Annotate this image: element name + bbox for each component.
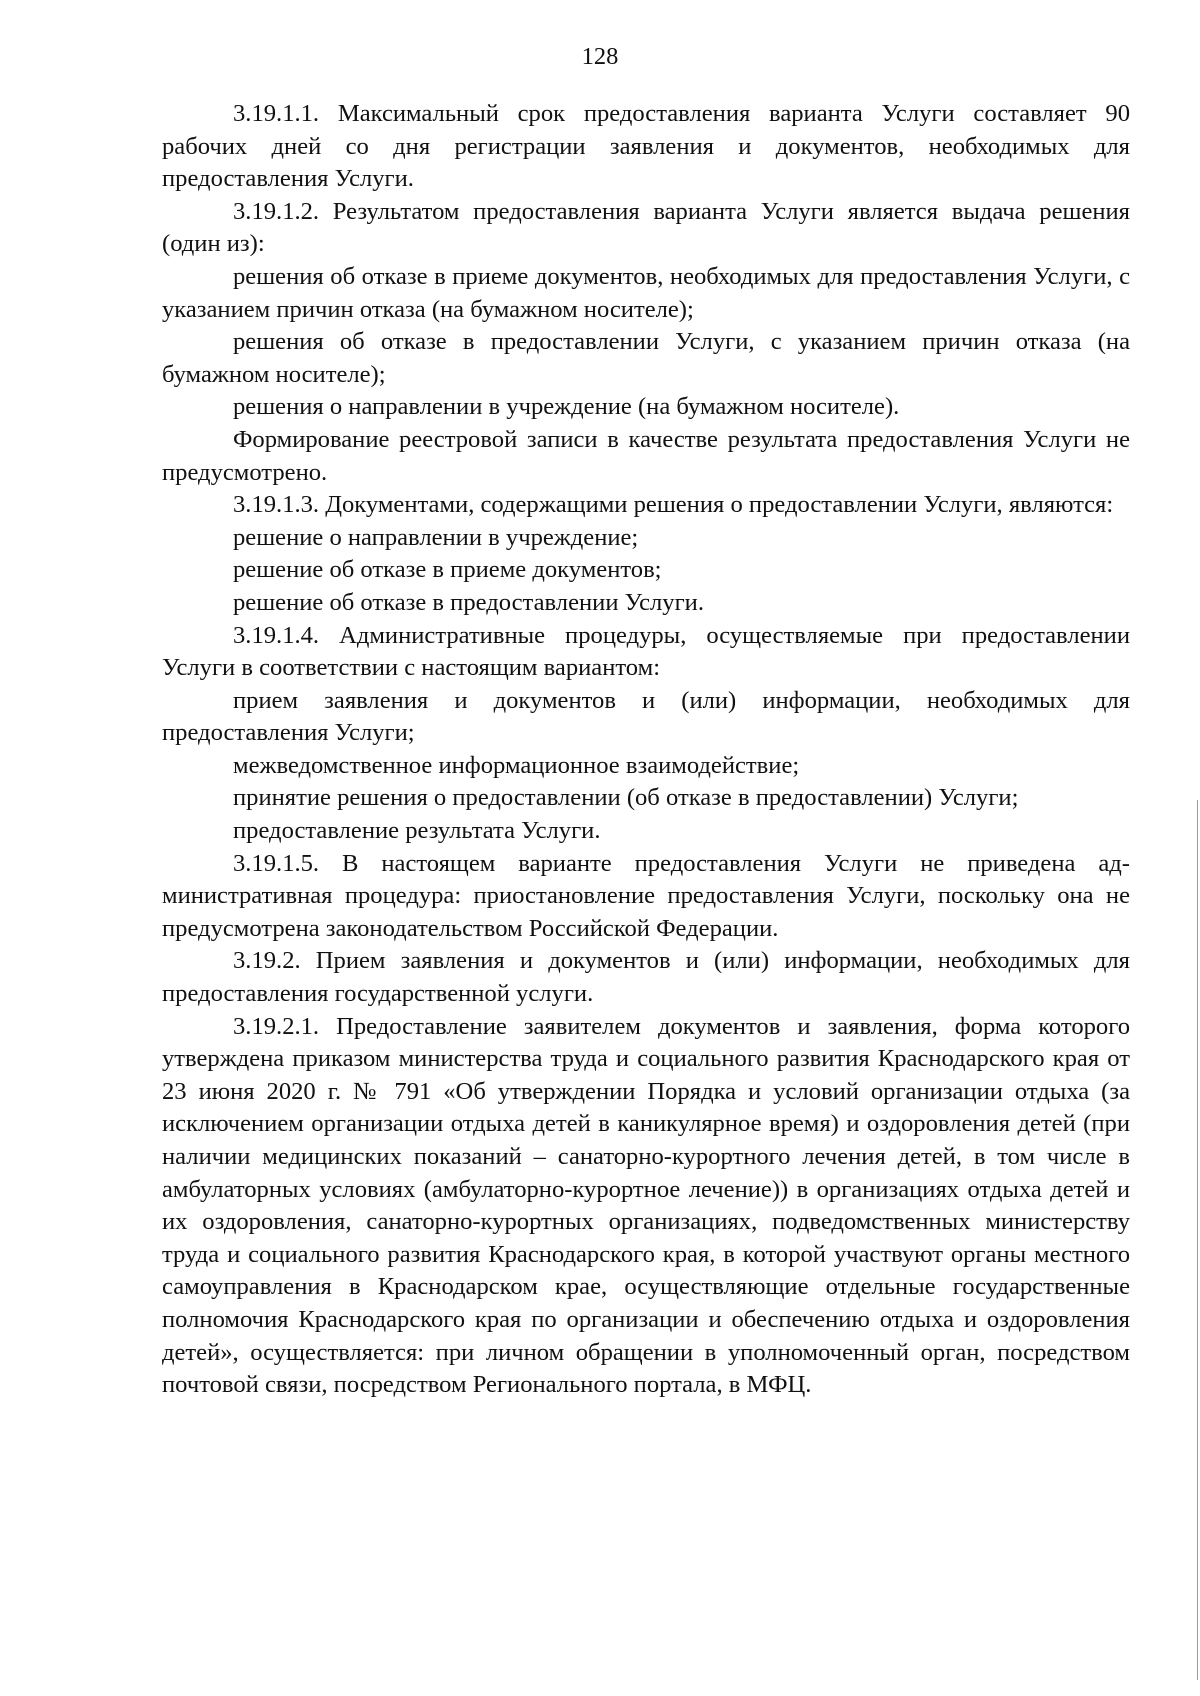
- paragraph-3-19-1-3: 3.19.1.3. Документами, содержащими решения о предоставлении Услуги, являются:: [233, 491, 1114, 519]
- list-item-refusal-documents: решение об отказе в приеме документов;: [233, 556, 662, 584]
- list-item-referral: решение о направлении в учреждение;: [233, 523, 639, 551]
- paragraph-3-19-1-1: 3.19.1.1. Максимальный срок предоставления варианта Услуги составляет 90 рабочих дней со дня регистрации заявления и документов, необходимых для предоставления Услуги.: [162, 100, 1130, 193]
- list-item-refusal-acceptance: решения об отказе в приеме документов, необходимых для предоставления Услуги, с указанием причин отказа (на бумажном носителе);: [162, 262, 1130, 323]
- page-number: 128: [581, 43, 619, 70]
- paragraph-3-19-1-4: 3.19.1.4. Административные процедуры, осуществляемые при предоставлении Услуги в соответствии с настоящим вариантом:: [162, 621, 1130, 682]
- list-item-refusal-provision: решение об отказе в предоставлении Услуги.: [233, 588, 704, 616]
- list-item-refusal-service: решения об отказе в предоставлении Услуги, с указанием причин отказа (на бумажном носителе);: [162, 328, 1130, 388]
- document-body: [162, 98, 1130, 1402]
- list-item-interagency: межведомственное информационное взаимодействие;: [233, 751, 800, 779]
- list-item-decision-making: принятие решения о предоставлении (об отказе в предоставлении) Услуги;: [233, 784, 1019, 812]
- paragraph-3-19-2: 3.19.2. Прием заявления и документов и (или) информации, необходимых для предоставления государственной услуги.: [162, 947, 1130, 1008]
- paragraph-3-19-1-5: 3.19.1.5. В настоящем варианте предоставления Услуги не приведена административная процедура: приостановление предоставления Услуги, поскольку она не предусмотрена законодательством Российской Федерации.: [162, 849, 1130, 942]
- paragraph-3-19-2-1: 3.19.2.1. Предоставление заявителем документов и заявления, форма которого утверждена приказом министерства труда и социального развития Краснодарского края от 23 июня 2020 г. № 791 «Об утверждении Порядка и условий организации отдыха (за исключением организации отдыха детей в каникулярное время) и оздоровления детей (при наличии медицинских показаний – санаторно-курортного лечения детей, в том числе в амбулаторных условиях (амбулаторно-курортное лечение)) в организациях отдыха детей и их оздоровления, санаторно-курортных организациях, подведомственных министерству труда и социального развития Краснодарского края, в которой участвуют органы местного самоуправления в Краснодарском крае, осуществляющие отдельные государственные полномочия Краснодарского края по организации и обеспечению отдыха и оздоровления детей», осуществляется: при личном обращении в уполномоченный орган, посредством почтовой связи, посредством Регионального портала, в МФЦ.: [162, 1012, 1130, 1399]
- paragraph-registry-record: Формирование реестровой записи в качестве результата предоставления Услуги не предусмотрено.: [162, 425, 1130, 486]
- paragraph-3-19-1-2: 3.19.1.2. Результатом предоставления варианта Услуги является выдача решения (один из):: [162, 197, 1130, 258]
- list-item-result-delivery: предоставление результата Услуги.: [233, 817, 601, 845]
- list-item-application-intake: прием заявления и документов и (или) информации, необходимых для предоставления Услуги;: [162, 686, 1130, 747]
- scan-edge-line: [1197, 800, 1198, 1680]
- list-item-referral-decision: решения о направлении в учреждение (на бумажном носителе).: [233, 393, 900, 421]
